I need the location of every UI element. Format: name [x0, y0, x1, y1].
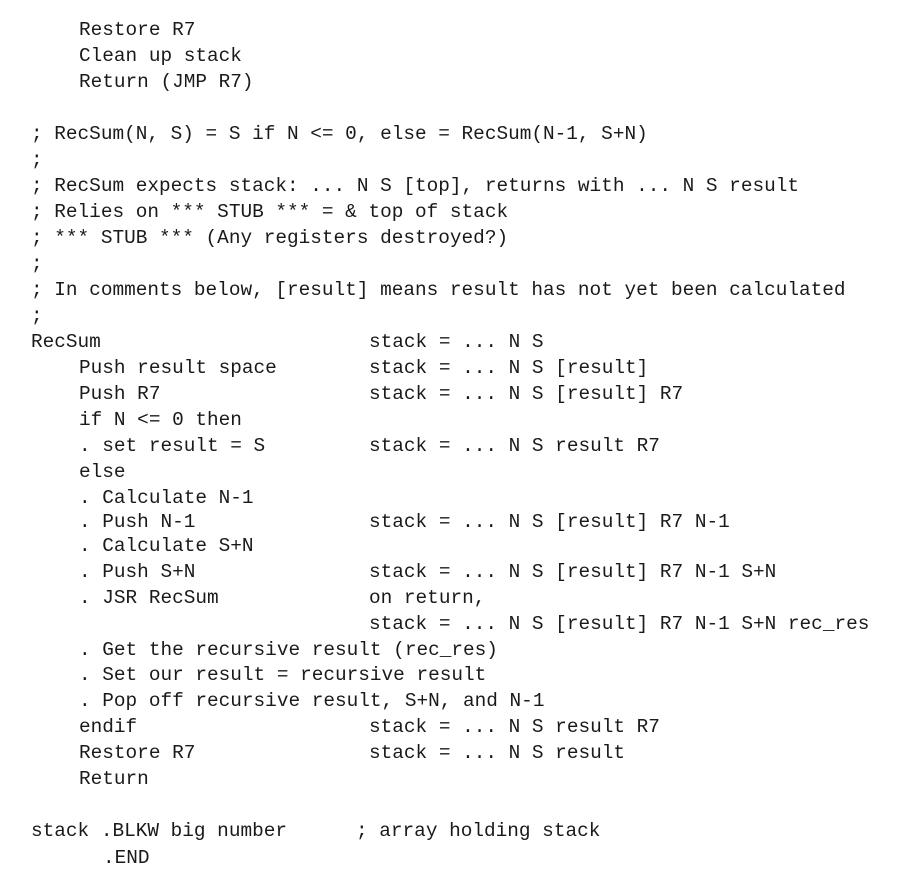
code-line: Push result space — [79, 357, 277, 379]
code-line: if N <= 0 then — [79, 409, 242, 431]
comment-line: ; — [31, 253, 43, 275]
stack-comment: stack = ... N S [result] R7 — [369, 383, 684, 405]
comment-line: ; *** STUB *** (Any registers destroyed?) — [31, 227, 509, 249]
code-line: . Get the recursive result (rec_res) — [79, 639, 498, 661]
comment-line: ; RecSum(N, S) = S if N <= 0, else = RecSum(N-1, S+N) — [31, 123, 648, 145]
stack-comment: stack = ... N S [result] R7 N-1 — [369, 511, 730, 533]
code-line: else — [79, 461, 126, 483]
code-line: endif — [79, 716, 138, 738]
code-line: Restore R7 — [79, 19, 196, 41]
code-line: Clean up stack — [79, 45, 242, 67]
code-line: . Pop off recursive result, S+N, and N-1 — [79, 690, 545, 712]
comment-line: ; array holding stack — [356, 820, 601, 842]
stack-comment: stack = ... N S result R7 — [369, 716, 660, 738]
code-line: Return (JMP R7) — [79, 71, 254, 93]
stack-comment: on return, — [369, 587, 486, 609]
comment-line: ; In comments below, [result] means result has not yet been calculated — [31, 279, 846, 301]
code-line: Restore R7 — [79, 742, 196, 764]
stack-comment: stack = ... N S — [369, 331, 544, 353]
stack-comment: stack = ... N S [result] R7 N-1 S+N rec_res — [369, 613, 870, 635]
code-line: . set result = S — [79, 435, 266, 457]
comment-line: ; RecSum expects stack: ... N S [top], returns with ... N S result — [31, 175, 799, 197]
comment-line: ; Relies on *** STUB *** = & top of stack — [31, 201, 509, 223]
code-line: . Set our result = recursive result — [79, 664, 487, 686]
comment-line: ; — [31, 149, 43, 171]
code-line: . Calculate S+N — [79, 535, 254, 557]
code-line: stack .BLKW big number — [31, 820, 287, 842]
stack-comment: stack = ... N S [result] R7 N-1 S+N — [369, 561, 777, 583]
comment-line: ; — [31, 305, 43, 327]
code-line: Push R7 — [79, 383, 161, 405]
code-line: Return — [79, 768, 149, 790]
stack-comment: stack = ... N S [result] — [369, 357, 649, 379]
code-line: . Calculate N-1 — [79, 487, 254, 509]
stack-comment: stack = ... N S result R7 — [369, 435, 660, 457]
code-line: . Push S+N — [79, 561, 196, 583]
stack-comment: stack = ... N S result — [369, 742, 625, 764]
code-line: . Push N-1 — [79, 511, 196, 533]
code-line: . JSR RecSum — [79, 587, 219, 609]
code-line: .END — [103, 847, 150, 869]
code-label: RecSum — [31, 331, 101, 353]
